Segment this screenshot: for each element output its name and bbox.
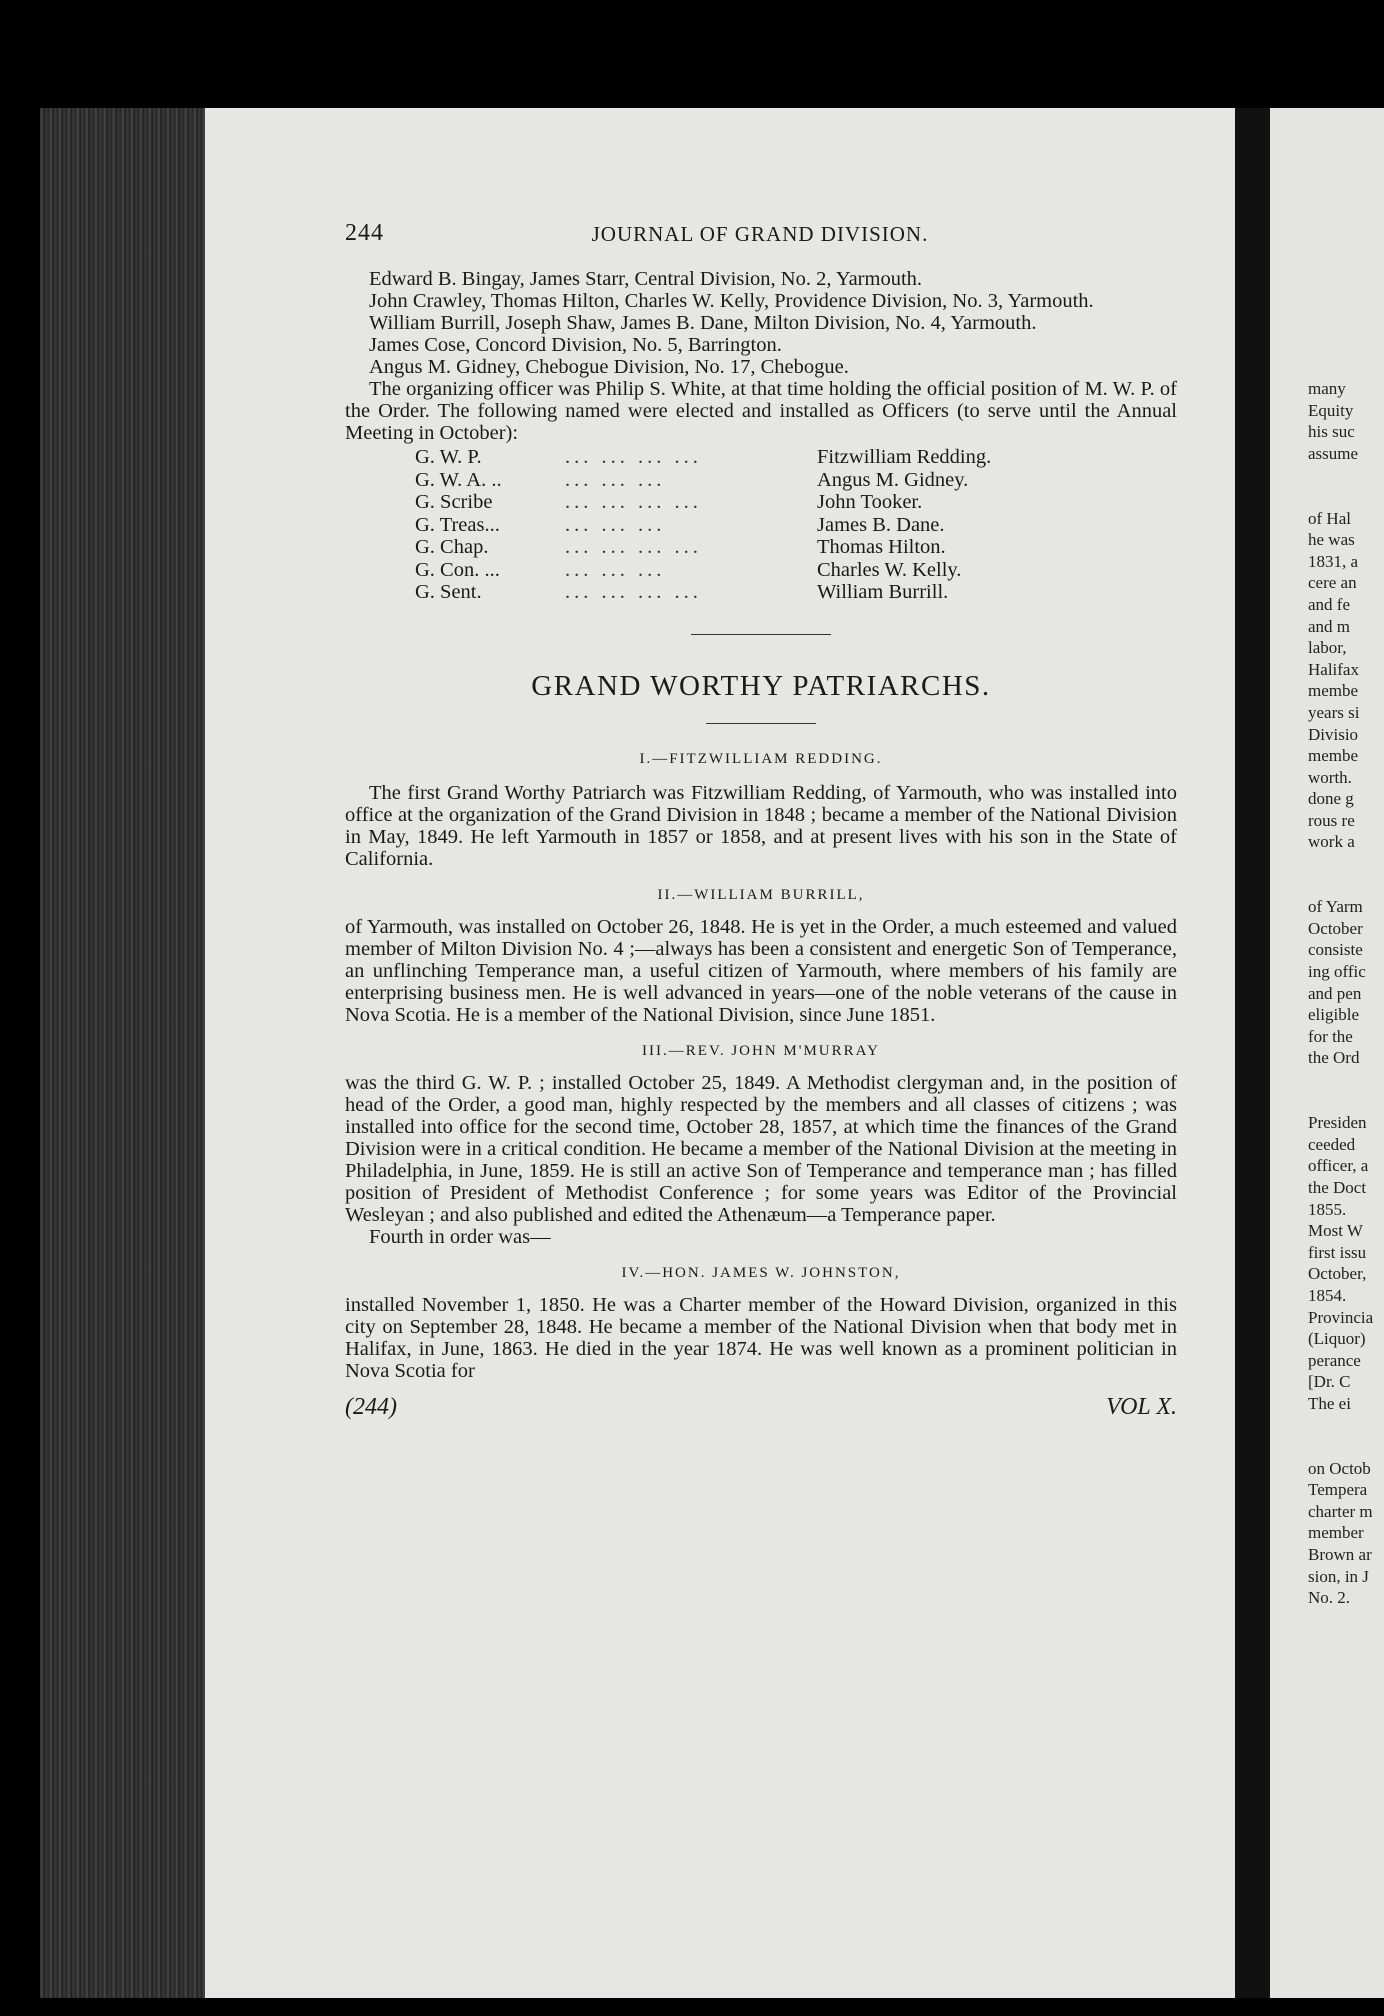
officer-title: G. Scribe xyxy=(415,491,493,513)
officer-name: James B. Dane. xyxy=(817,513,945,536)
intro-line: John Crawley, Thomas Hilton, Charles W. Kelly, Providence Division, No. 3, Yarmouth. xyxy=(369,290,1094,312)
officer-title: G. Treas... xyxy=(415,513,500,536)
officers-list xyxy=(415,446,1177,604)
facing-page-line xyxy=(1308,1436,1384,1458)
section-divider xyxy=(691,634,831,635)
facing-page-line: the Ord xyxy=(1308,1048,1360,1068)
facing-page-line: ceeded xyxy=(1308,1134,1356,1154)
section-title: GRAND WORTHY PATRIARCHS. xyxy=(531,669,991,702)
officer-name: Angus M. Gidney. xyxy=(817,468,969,491)
journal-title: JOURNAL OF GRAND DIVISION. xyxy=(591,222,929,246)
footer-volume: VOL X. xyxy=(1106,1393,1177,1420)
facing-page-line xyxy=(1308,875,1384,897)
facing-page-line: done g xyxy=(1308,789,1354,809)
facing-page-line: 1831, a xyxy=(1308,551,1359,571)
officer-title: G. W. P. xyxy=(415,446,482,468)
entry-text: The first Grand Worthy Patriarch was Fitzwilliam Redding, of Yarmouth, who was installed into office at the organization of the Grand Division in 1848 ; became a member of the National Division in May, 1849. He left Yarmouth in 1857 or 1858, and at present lives with his son in the State of California. xyxy=(345,781,1177,870)
leader-dots: ... ... ... ... xyxy=(565,446,702,468)
facing-page-line xyxy=(1308,464,1384,486)
page-number: 244 xyxy=(345,220,384,246)
facing-page-line: first issu xyxy=(1308,1242,1367,1262)
intro-line: Edward B. Bingay, James Starr, Central Division, No. 2, Yarmouth. xyxy=(369,268,923,290)
officer-title: G. Con. ... xyxy=(415,558,500,581)
officer-row xyxy=(415,536,1177,559)
facing-page-line: of Hal xyxy=(1308,508,1351,528)
facing-page-line: of Yarm xyxy=(1308,897,1363,917)
entry-heading: II.—WILLIAM BURRILL, xyxy=(657,886,865,903)
entry-heading: I.—FITZWILLIAM REDDING. xyxy=(639,750,883,767)
intro-paragraph: The organizing officer was Philip S. White, at that time holding the official position of M. W. P. of the Order. The following named were elected and installed as Officers (to serve until the Annual Meeting in October): xyxy=(345,378,1177,444)
officer-name: Charles W. Kelly. xyxy=(817,558,962,581)
facing-page-line: Halifax xyxy=(1308,659,1359,679)
facing-page-line: consiste xyxy=(1308,940,1363,960)
facing-page-line: Most W xyxy=(1308,1221,1363,1241)
facing-page-line: 1854. xyxy=(1308,1285,1347,1305)
leader-dots: ... ... ... ... xyxy=(565,581,702,603)
book-page xyxy=(205,108,1235,1998)
facing-page-line: many xyxy=(1308,379,1346,398)
officer-title: G. Chap. xyxy=(415,536,489,558)
facing-page-line: for the xyxy=(1308,1026,1353,1046)
intro-line: Angus M. Gidney, Chebogue Division, No. 17, Chebogue. xyxy=(369,356,849,378)
facing-page-line: (Liquor) xyxy=(1308,1329,1366,1349)
facing-page-line: membe xyxy=(1308,746,1359,766)
officer-name: William Burrill. xyxy=(817,581,949,603)
facing-page-line: membe xyxy=(1308,681,1359,701)
facing-page-line: worth. xyxy=(1308,767,1352,787)
officer-name: Thomas Hilton. xyxy=(817,536,946,558)
facing-page-line: eligible xyxy=(1308,1005,1359,1025)
facing-page-line: assume xyxy=(1308,443,1359,463)
facing-page-line: Brown ar xyxy=(1308,1545,1372,1565)
officer-row xyxy=(415,491,1177,514)
officer-row xyxy=(415,559,1177,582)
leader-dots: ... ... ... xyxy=(565,468,666,491)
running-header xyxy=(345,220,1175,252)
facing-page-line: ing offic xyxy=(1308,962,1366,982)
facing-page-line: his suc xyxy=(1308,422,1355,442)
entry-heading: III.—REV. JOHN M'MURRAY xyxy=(642,1042,880,1059)
facing-page-line: he was xyxy=(1308,530,1355,550)
entry-continuation: Fourth in order was— xyxy=(369,1225,551,1248)
leader-dots: ... ... ... ... xyxy=(565,536,702,558)
facing-page-line: the Doct xyxy=(1308,1177,1367,1197)
book-binding-edge xyxy=(40,108,205,1998)
facing-page-line: The ei xyxy=(1308,1393,1351,1413)
leader-dots: ... ... ... xyxy=(565,558,666,581)
facing-page-line: [Dr. C xyxy=(1308,1372,1351,1392)
entry-text: installed November 1, 1850. He was a Charter member of the Howard Division, organized in this city on September 28, 1848. He became a member of the National Division when that body met in Halifax, in June, 1863. He died in the year 1874. He was well known as a prominent politician in Nova Scotia for xyxy=(345,1293,1177,1382)
facing-page-line: years si xyxy=(1308,702,1360,722)
facing-page-line: perance xyxy=(1308,1350,1361,1370)
facing-page-line: and fe xyxy=(1308,594,1351,614)
facing-page-line: and m xyxy=(1308,616,1351,636)
facing-page-line xyxy=(1308,1415,1384,1437)
officer-name: John Tooker. xyxy=(817,491,923,513)
officer-row xyxy=(415,514,1177,537)
page-gutter xyxy=(1235,108,1270,1998)
facing-page-line xyxy=(1308,853,1384,875)
facing-page-line: No. 2. xyxy=(1308,1588,1351,1608)
facing-page-line: work a xyxy=(1308,832,1355,852)
entry-text: of Yarmouth, was installed on October 26, 1848. He is yet in the Order, a much esteemed and valued member of Milton Division No. 4 ;—always has been a consistent and energetic Son of Temperance, an unflinching Temperance man, a useful citizen of Yarmouth, where members of his family are enterprising business men. He is well advanced in years—one of the noble veterans of the cause in Nova Scotia. He is a member of the National Division, since June 1851. xyxy=(345,915,1177,1026)
facing-page-line: Provincia xyxy=(1308,1307,1374,1327)
facing-page-line: 1855. xyxy=(1308,1199,1347,1219)
facing-page-line: Equity xyxy=(1308,400,1354,420)
officer-name: Fitzwilliam Redding. xyxy=(817,446,992,468)
page-footer xyxy=(345,1393,1177,1426)
facing-page-line: October xyxy=(1308,918,1363,938)
facing-page-line: officer, a xyxy=(1308,1156,1369,1176)
facing-page-line: Presiden xyxy=(1308,1113,1367,1133)
facing-page-line: labor, xyxy=(1308,638,1347,658)
facing-page-line xyxy=(1308,1091,1384,1113)
facing-page-line xyxy=(1308,486,1384,508)
leader-dots: ... ... ... ... xyxy=(565,491,702,513)
leader-dots: ... ... ... xyxy=(565,513,666,536)
facing-page-line: and pen xyxy=(1308,983,1362,1003)
facing-page-line: rous re xyxy=(1308,810,1355,830)
page-body xyxy=(345,268,1177,1426)
officer-title: G. Sent. xyxy=(415,581,482,603)
title-underline xyxy=(706,723,816,724)
facing-page-line: Tempera xyxy=(1308,1480,1368,1500)
intro-line: William Burrill, Joseph Shaw, James B. Dane, Milton Division, No. 4, Yarmouth. xyxy=(369,312,1037,334)
facing-page-line: Divisio xyxy=(1308,724,1359,744)
facing-page-line: sion, in J xyxy=(1308,1566,1369,1586)
officer-row xyxy=(415,581,1177,604)
facing-page-line: cere an xyxy=(1308,573,1357,593)
facing-page-fragments xyxy=(1308,378,1384,1609)
facing-page-line: member xyxy=(1308,1523,1364,1543)
facing-page-line: on Octob xyxy=(1308,1458,1371,1478)
facing-page-line: October, xyxy=(1308,1264,1367,1284)
intro-line: James Cose, Concord Division, No. 5, Barrington. xyxy=(369,334,782,356)
footer-page-ref: (244) xyxy=(345,1393,397,1420)
facing-page xyxy=(1270,108,1384,1998)
officer-title: G. W. A. .. xyxy=(415,468,502,491)
entry-text: was the third G. W. P. ; installed October 25, 1849. A Methodist clergyman and, in the position of head of the Order, a good man, highly respected by the members and all classes of citizens ; was installed into office for the second time, October 28, 1857, at which time the finances of the Grand Division were in a critical condition. He became a member of the National Division at the meeting in Philadelphia, in June, 1859. He is still an active Son of Temperance and temperance man ; has filled position of President of Methodist Conference ; for some years was Editor of the Provincial Wesleyan ; and also published and edited the Athenæum—a Temperance paper. xyxy=(345,1071,1177,1226)
facing-page-line: charter m xyxy=(1308,1501,1373,1521)
officer-row xyxy=(415,469,1177,492)
entry-heading: IV.—HON. JAMES W. JOHNSTON, xyxy=(621,1264,901,1281)
officer-row xyxy=(415,446,1177,469)
facing-page-line xyxy=(1308,1069,1384,1091)
